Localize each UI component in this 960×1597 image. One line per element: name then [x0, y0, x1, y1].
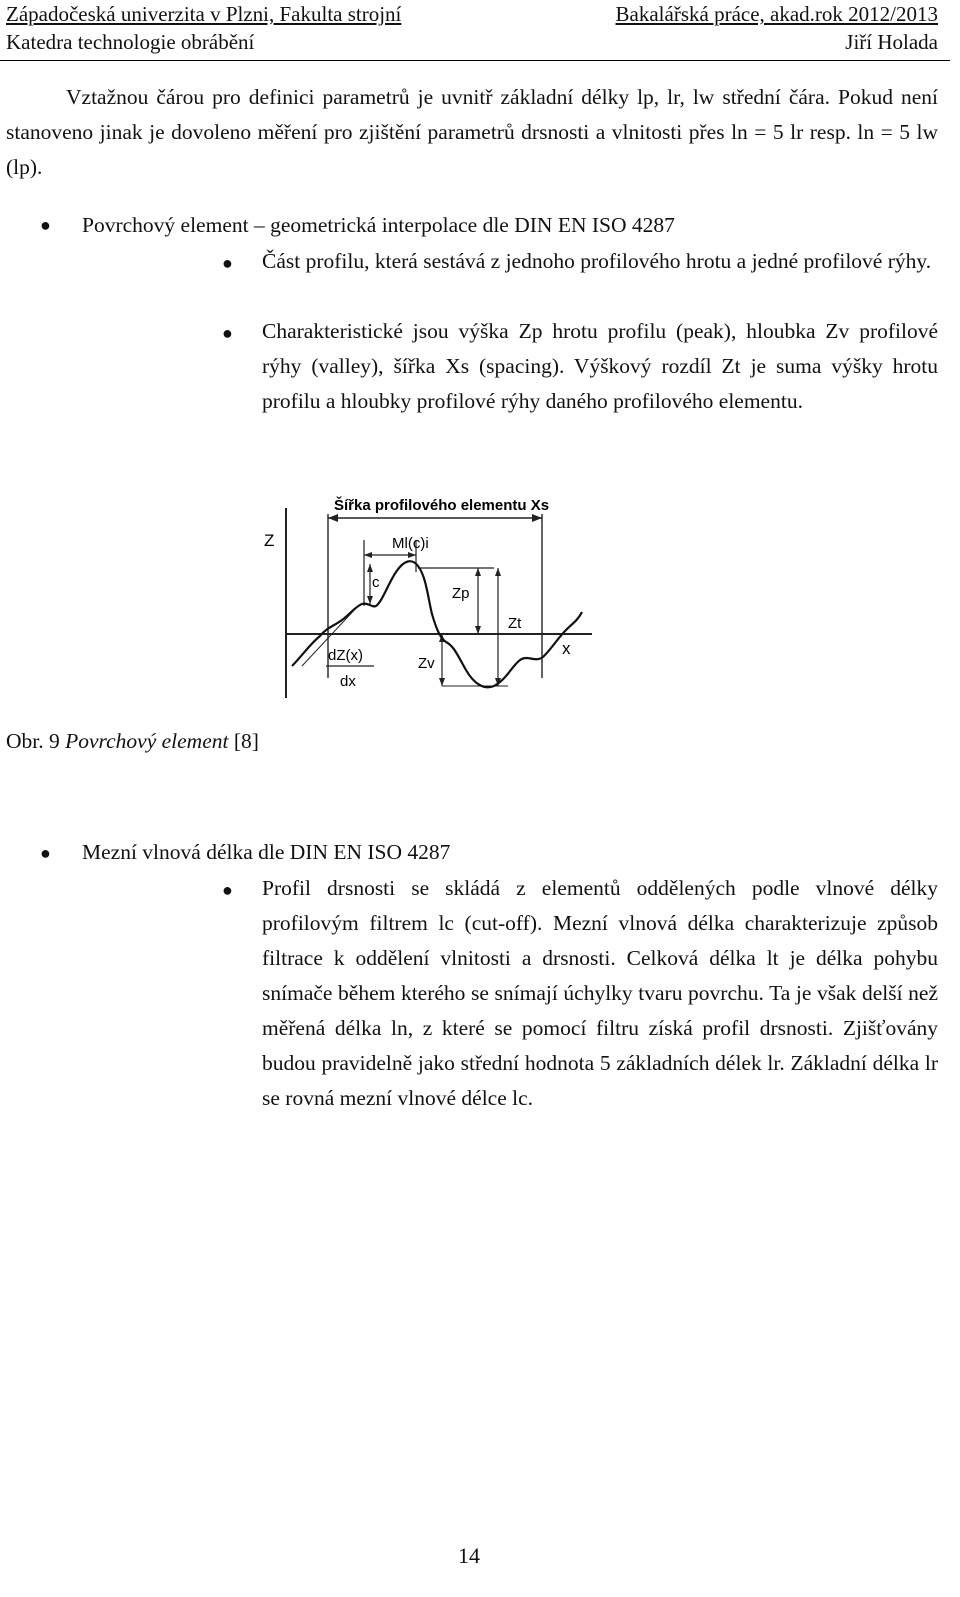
profile-element-figure — [262, 488, 598, 708]
section2-item-1: Profil drsnosti se skládá z elementů oddělených podle vlnové délky profilovým filtrem lc (cut-off). Mezní vlnová délka charakterizuje způsob filtrace k oddělení vlnitosti a drsnosti. Celková délka lt je délka pohybu snímače během kterého se snímají úchylky tvaru povrchu. Ta je však delší než měřená délka ln, z které se pomocí filtru získá profil drsnosti. Zjišťovány budou pravidelně jako střední hodnota 5 základních délek lr. Základní délka lr se rovná mezní vlnové délce lc. — [262, 876, 938, 1110]
arrow-up-icon — [495, 568, 501, 576]
bullet-icon: ● — [222, 880, 233, 900]
bullet-icon: ● — [222, 323, 233, 343]
section1-item-1: Část profilu, která sestává z jednoho profilového hrotu a jedné profilové rýhy. — [262, 249, 932, 273]
header-thesis: Bakalářská práce, akad.rok 2012/2013 — [615, 2, 938, 26]
arrow-up-icon — [367, 564, 373, 572]
ml-label: Ml(c)i — [392, 535, 429, 552]
arrow-left-icon — [328, 514, 338, 522]
bullet-icon: ● — [40, 843, 51, 863]
figure-caption — [6, 726, 259, 756]
caption-prefix: Obr. 9 — [6, 729, 60, 753]
caption-reference: [8] — [233, 729, 259, 753]
section1-title: Povrchový element – geometrická interpolace dle DIN EN ISO 4287 — [82, 213, 675, 237]
page-number: 14 — [458, 1543, 480, 1568]
header-department: Katedra technologie obrábění — [6, 30, 255, 54]
header-author: Jiří Holada — [845, 30, 938, 54]
dz-numerator: dZ(x) — [328, 647, 363, 664]
section2-title: Mezní vlnová délka dle DIN EN ISO 4287 — [82, 840, 451, 864]
bullet-icon: ● — [40, 215, 51, 235]
zv-label: Zv — [418, 655, 435, 672]
arrow-up-icon — [475, 568, 481, 576]
caption-title: Povrchový element — [65, 729, 229, 753]
xs-title: Šířka profilového elementu Xs — [334, 497, 550, 514]
arrow-right-icon — [408, 552, 416, 558]
z-axis-label: Z — [264, 531, 275, 550]
c-label: c — [372, 574, 380, 591]
page-header — [0, 0, 950, 61]
profile-curve — [292, 561, 582, 687]
bullet-icon: ● — [222, 253, 233, 273]
zt-label: Zt — [508, 615, 522, 632]
dz-denominator: dx — [340, 673, 356, 690]
arrow-down-icon — [367, 596, 373, 604]
zp-label: Zp — [452, 585, 470, 602]
arrow-down-icon — [439, 678, 445, 686]
section1-item-2: Charakteristické jsou výška Zp hrotu profilu (peak), hloubka Zv profilové rýhy (valley), šířka Xs (spacing). Výškový rozdíl Zt je suma výšky hrotu profilu a hloubky profilové rýhy daného profilového elementu. — [262, 319, 938, 413]
arrow-right-icon — [532, 514, 542, 522]
x-axis-label: x — [562, 639, 571, 658]
arrow-left-icon — [364, 552, 372, 558]
header-university: Západočeská univerzita v Plzni, Fakulta strojní — [6, 2, 402, 26]
intro-paragraph: Vztažnou čárou pro definici parametrů je uvnitř základní délky lp, lr, lw střední čára. Pokud není stanoveno jinak je dovoleno měření pro zjištění parametrů drsnosti a vlnitosti přes ln = 5 lr resp. ln = 5 lw (lp). — [6, 85, 938, 179]
arrow-down-icon — [475, 626, 481, 634]
